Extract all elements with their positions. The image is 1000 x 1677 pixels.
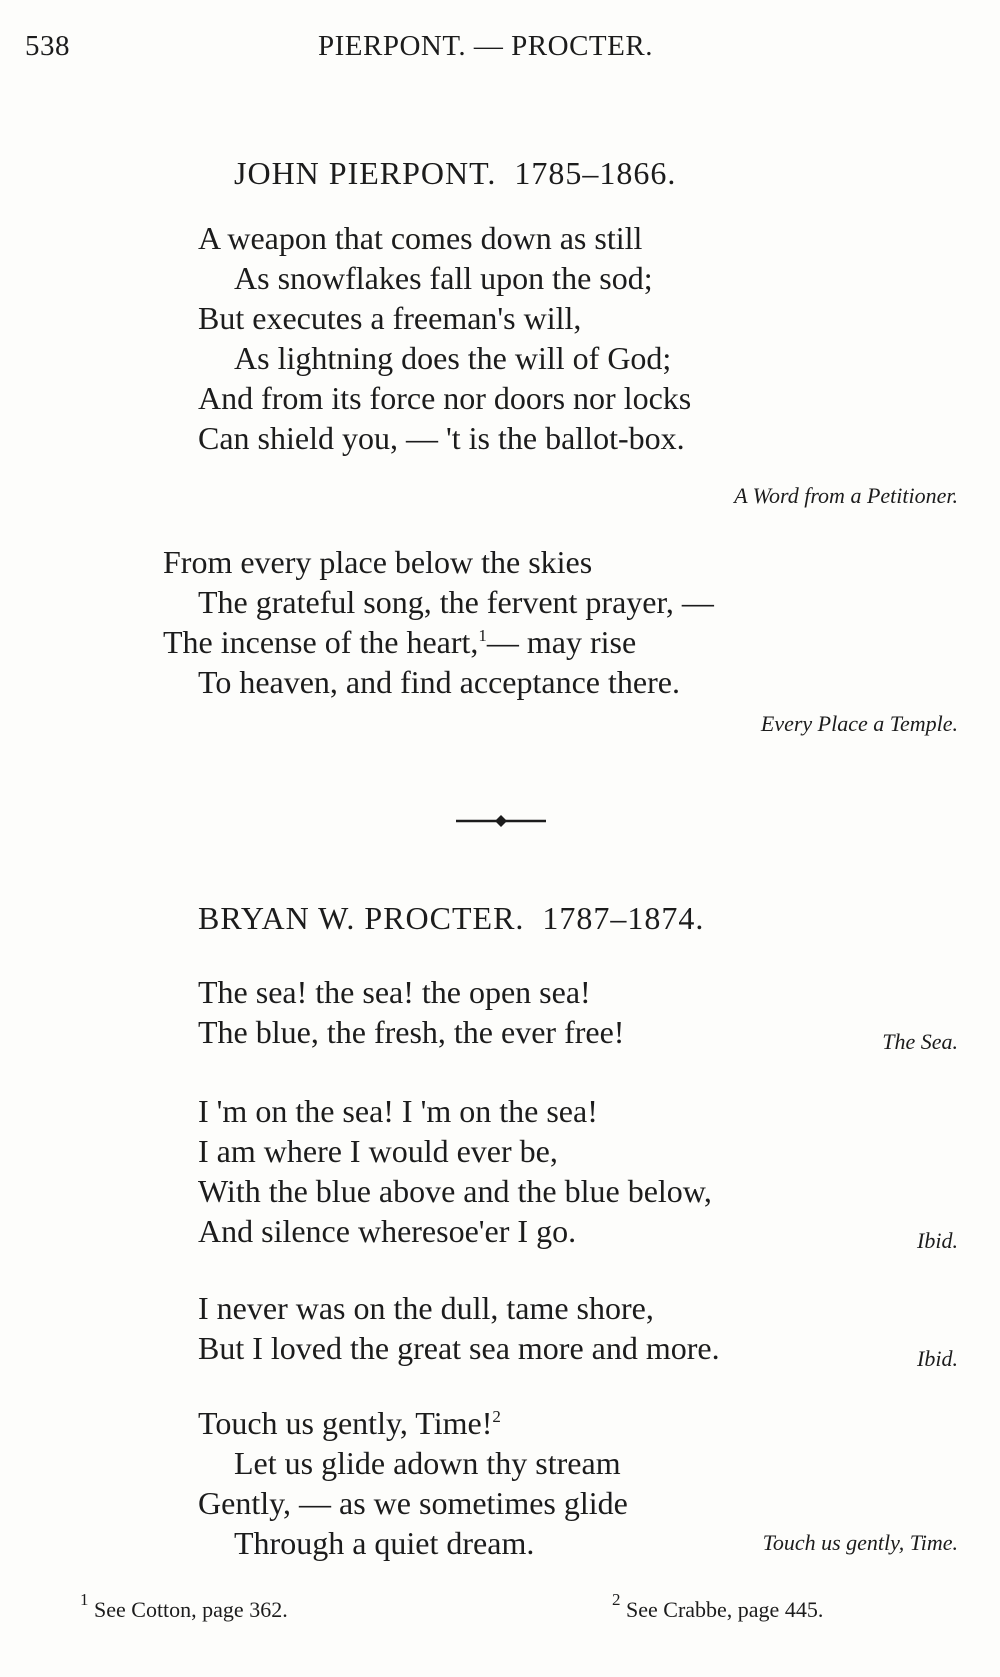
verse-line: And silence wheresoe'er I go. [198, 1213, 577, 1249]
footnote-text: See Cotton, page 362. [94, 1597, 288, 1622]
verse-line: Gently, — as we sometimes glide [198, 1485, 628, 1521]
footnote-text: See Crabbe, page 445. [626, 1597, 824, 1622]
section-heading-pierpont: JOHN PIERPONT. 1785–1866. [234, 155, 677, 191]
footnote-mark: 2 [612, 1590, 621, 1609]
verse-line-text: Touch us gently, Time! [198, 1405, 493, 1441]
citation: Every Place a Temple. [760, 711, 958, 736]
verse-line-text: The incense of the heart, [163, 624, 479, 660]
footnote-marker: 2 [492, 1407, 501, 1426]
verse-line: From every place below the skies [163, 544, 593, 580]
footnote-marker: 1 [478, 626, 487, 645]
verse-line: I am where I would ever be, [198, 1133, 558, 1169]
citation: A Word from a Petitioner. [734, 483, 958, 508]
citation: Touch us gently, Time. [762, 1530, 958, 1555]
quote-on-the-sea [198, 1091, 712, 1251]
verse-line: To heaven, and find acceptance there. [198, 664, 680, 700]
citation: Ibid. [917, 1228, 958, 1253]
quote-the-sea [198, 972, 624, 1052]
verse-line: A weapon that comes down as still [198, 220, 643, 256]
verse-line: I never was on the dull, tame shore, [198, 1290, 654, 1326]
verse-line: As snowflakes fall upon the sod; [234, 260, 653, 296]
verse-line: The grateful song, the fervent prayer, — [198, 584, 714, 620]
quote-every-place [163, 542, 714, 702]
running-head: PIERPONT. — PROCTER. [318, 30, 653, 62]
verse-line [198, 1403, 628, 1443]
verse-line: Through a quiet dream. [234, 1525, 535, 1561]
footnote-2 [612, 1590, 824, 1623]
verse-line: The blue, the fresh, the ever free! [198, 1014, 625, 1050]
section-heading-procter: BRYAN W. PROCTER. 1787–1874. [198, 900, 705, 936]
verse-line: I 'm on the sea! I 'm on the sea! [198, 1093, 598, 1129]
verse-line: The sea! the sea! the open sea! [198, 974, 591, 1010]
verse-line-tail: — may rise [486, 624, 637, 660]
page-number: 538 [25, 30, 70, 62]
verse-line: Can shield you, — 't is the ballot-box. [198, 420, 685, 456]
verse-line: Let us glide adown thy stream [234, 1445, 621, 1481]
verse-line: With the blue above and the blue below, [198, 1173, 712, 1209]
verse-line: And from its force nor doors nor locks [198, 380, 692, 416]
verse-line: But executes a freeman's will, [198, 300, 582, 336]
citation: The Sea. [882, 1029, 958, 1054]
verse-line: But I loved the great sea more and more. [198, 1330, 720, 1366]
footnote-mark: 1 [80, 1590, 89, 1609]
ornamental-divider-icon [456, 815, 546, 827]
verse-line [163, 622, 714, 662]
verse-line: As lightning does the will of God; [234, 340, 672, 376]
quote-touch-us-gently [198, 1403, 628, 1563]
quote-ballot-box [198, 218, 691, 458]
quote-dull-shore [198, 1288, 720, 1368]
citation: Ibid. [917, 1346, 958, 1371]
footnote-1 [80, 1590, 288, 1623]
